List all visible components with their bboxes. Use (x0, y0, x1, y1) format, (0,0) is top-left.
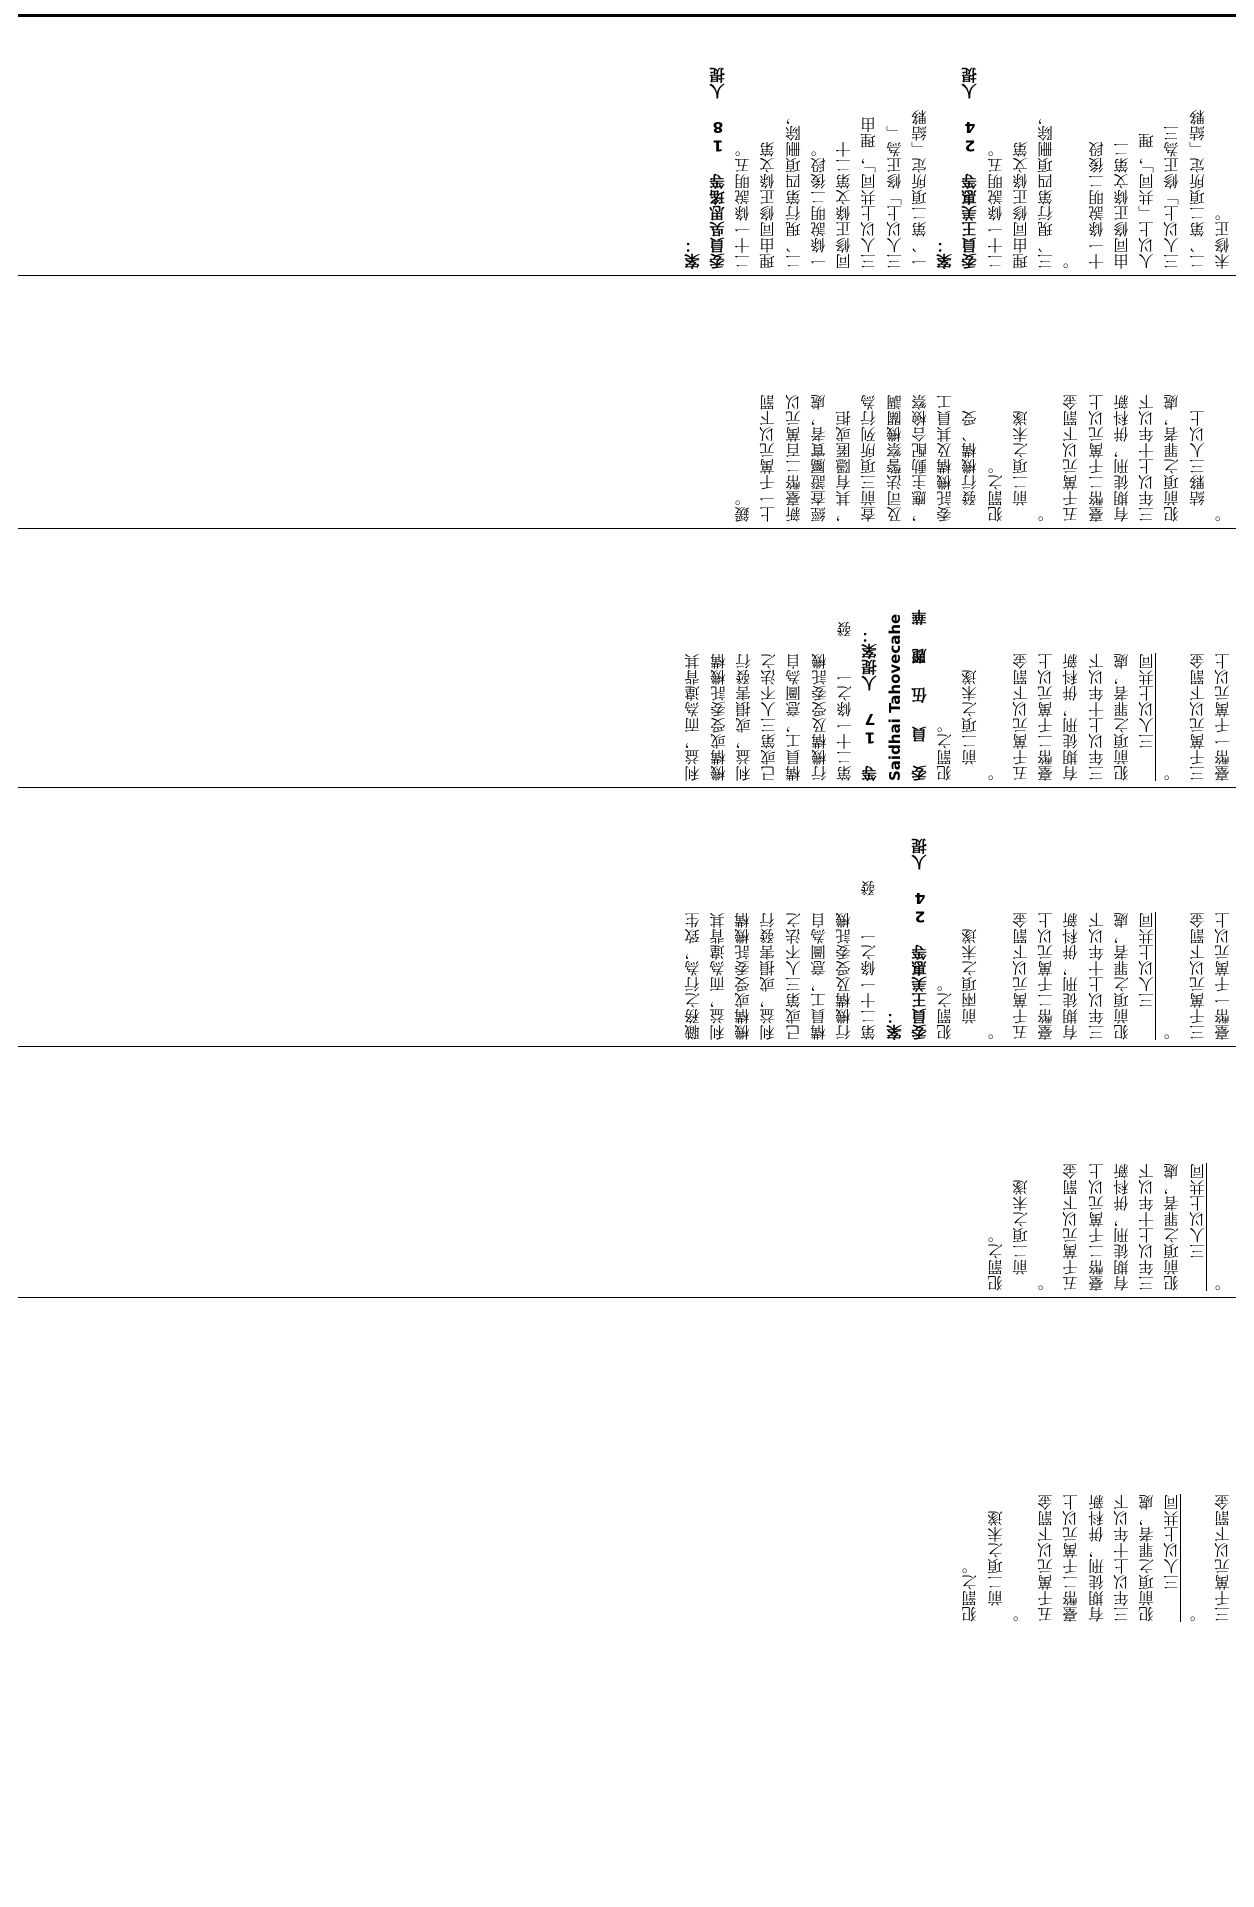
text-line: 前二項之未遂 (986, 1510, 1005, 1622)
text-line: 己或第三人不法之 (760, 653, 778, 781)
text-line: 一條說明二後段。 (809, 141, 828, 269)
text-line: 查前三項所列行為 (860, 394, 879, 522)
text-line: 三千萬元以下罰金 (1213, 1494, 1232, 1622)
text-line: 等 17 人提案： (861, 627, 879, 781)
text-line: 行機構及受委託機 (835, 912, 853, 1040)
text-line: 未修正。 (1213, 205, 1232, 269)
text-line: 三人以上共同 (1138, 912, 1156, 1040)
text-line: 五千萬元以下罰金 (1011, 653, 1030, 781)
text-line: 犯前項之罪者，處 (1112, 912, 1131, 1040)
table-band-2 (18, 276, 1236, 528)
band-5-lines (18, 1047, 1236, 1297)
text-line: 上一千萬元以下罰 (759, 394, 778, 522)
text-line: 犯罰之。 (986, 458, 1005, 522)
text-line: 犯罰之。 (986, 1227, 1005, 1291)
text-line: 理由同修正條文第 (1011, 141, 1030, 269)
text-line: 犯前項之罪者，處 (1112, 653, 1131, 781)
text-line: 有期徒刑，併科新 (1062, 912, 1081, 1040)
text-line: 前二項之未遂 (961, 669, 980, 781)
text-line: 。 (1188, 1606, 1207, 1622)
text-line: 五千萬元以下罰金 (1062, 1163, 1081, 1291)
text-line: 臺幣一千萬元以上 (1213, 912, 1232, 1040)
text-line: 。 (1213, 1275, 1232, 1291)
text-line: 委員王美惠等 24 人提 (961, 67, 980, 269)
text-line: 有期徒刑，併科新 (1087, 1494, 1106, 1622)
text-line: 第二十一條之一 發 (835, 621, 854, 781)
text-line: 有期徒刑，併科新 (1112, 1163, 1131, 1291)
text-line: 委員王美惠等 24 人提 (910, 838, 929, 1040)
text-line: 同修正條文第二十 (835, 141, 853, 269)
text-line: 犯罰之。 (936, 717, 954, 781)
text-line: 犯前項之罪者，處 (1163, 1163, 1182, 1291)
text-line: 新臺幣二百萬元以 (784, 394, 803, 522)
text-line: 。 (1163, 765, 1182, 781)
text-line: ，其有隱匿或拒 (835, 410, 853, 522)
text-line: 。 (1037, 506, 1055, 522)
text-line: 前二項之未遂 (1011, 410, 1030, 522)
band-4-lines (18, 788, 1236, 1046)
text-line: 。 (1062, 253, 1081, 269)
text-line: Saidhai Tahovecahe (886, 613, 905, 781)
band-6-lines (18, 1298, 1236, 1628)
text-line: 三千萬元以下罰金 (1188, 912, 1207, 1040)
text-line: 三千萬元以下罰金 (1188, 653, 1207, 781)
text-line: 五千萬元以下罰金 (1037, 1494, 1055, 1622)
text-line: 臺幣二千萬元以上 (1037, 912, 1055, 1040)
text-line: 臺幣二千萬元以上 (1037, 653, 1055, 781)
text-line: 有期徒刑，併科新 (1112, 394, 1131, 522)
text-line: 犯前項之罪者，處 (1138, 1494, 1156, 1622)
band-4-inner (18, 788, 1236, 1046)
text-line: 十一條說明二後段 (1087, 141, 1106, 269)
text-line: 三人以上」修正為三 (1163, 125, 1182, 269)
table-band-6 (18, 1298, 1236, 1628)
text-line: 三、現行第四項刪除， (1037, 109, 1055, 269)
text-line: 一、第二項所定「結夥 (910, 109, 929, 269)
text-line: 三年以上十年以下 (1087, 653, 1106, 781)
text-line: 五千萬元以下罰金 (1011, 912, 1030, 1040)
band-2-lines (18, 276, 1236, 528)
text-line: 。 (986, 765, 1005, 781)
text-line: 二十一條說明五。 (734, 141, 752, 269)
table-band-3 (18, 529, 1236, 787)
text-line: 。 (1037, 1275, 1055, 1291)
band-3-lines (18, 529, 1236, 787)
table-band-5 (18, 1047, 1236, 1297)
text-line: 三年以上十年以下 (1138, 394, 1156, 522)
text-line: 三人以上共同」，理由 (860, 116, 879, 269)
text-line: 機構或受委託機構 (709, 653, 728, 781)
text-line: 臺幣二千萬元以上 (1087, 1163, 1106, 1291)
text-line: 利益，而為違背其 (708, 912, 727, 1040)
text-line: 犯罰之。 (936, 976, 954, 1040)
text-line: 。 (1163, 1024, 1182, 1040)
text-line: 發行機構、受 (961, 410, 980, 522)
text-line: 五千萬元以下罰金 (1062, 394, 1081, 522)
text-line: 二十一條說明五。 (986, 141, 1005, 269)
band-5-inner (18, 1047, 1236, 1297)
band-3-inner (18, 529, 1236, 787)
band-1-lines (18, 17, 1236, 275)
text-line: 結夥三人以上 (1188, 410, 1207, 522)
text-line: 委員吳思瑤等 18 人提 (708, 67, 727, 269)
text-line: 構員工，意圖為自 (809, 912, 828, 1040)
text-line: 利益，或損害發行 (759, 912, 778, 1040)
text-line: 前二項之未遂 (1011, 1179, 1030, 1291)
text-line: 案： (885, 1008, 904, 1040)
text-line: 。 (1011, 1606, 1030, 1622)
text-line: 由同修正條文第二 (1112, 141, 1131, 269)
text-line: 二、現行第四項刪除， (784, 109, 803, 269)
text-line: 利益，而為違背其 (684, 653, 703, 781)
text-line: 三人以上共同 (1163, 1494, 1182, 1622)
text-line: 構員工，意圖為自 (785, 653, 804, 781)
text-line: 第二十一條之一 發 (860, 880, 879, 1040)
band-6-inner (18, 1298, 1236, 1628)
text-line: 三人以上」修正為「 (885, 125, 904, 269)
text-line: 三年以上十年以下 (1087, 912, 1106, 1040)
text-line: 案： (936, 237, 954, 269)
text-line: 案： (683, 237, 702, 269)
text-line: 臺幣二千萬元以上 (1087, 394, 1106, 522)
text-line: 二、第二項所定「結夥 (1188, 109, 1207, 269)
text-line: 利益，或損害發行 (734, 653, 753, 781)
text-line: 及司法警察機關調 (885, 394, 904, 522)
text-line: 臺幣二千萬元以上 (1062, 1494, 1081, 1622)
text-line: 理由同修正條文第 (759, 141, 778, 269)
text-line: 己或第三人不法之 (784, 912, 803, 1040)
band-2-inner (18, 276, 1236, 528)
text-line: 三人以上共同 (1138, 653, 1156, 781)
table-band-4 (18, 788, 1236, 1046)
text-line: 三人以上共同 (1188, 1163, 1207, 1291)
text-line: 鍰。 (734, 490, 752, 522)
text-line: 委託機構及其員工 (936, 394, 954, 522)
text-line: 犯罰之。 (961, 1558, 980, 1622)
band-1-inner (18, 17, 1236, 275)
text-line: 。 (1213, 506, 1232, 522)
text-line: 三年以上十年以下 (1138, 1163, 1156, 1291)
text-line: 有期徒刑，併科新 (1062, 653, 1081, 781)
text-line: 犯前項之罪者，處 (1163, 394, 1182, 522)
text-line: 前兩項之未遂 (961, 928, 980, 1040)
text-line: 人以上「共同」，理 (1138, 132, 1156, 269)
text-line: 委 員 伍 麗 華 (910, 605, 929, 781)
text-line: 職務之行為，致生 (683, 912, 702, 1040)
text-line: 行機構及受委託機 (810, 653, 829, 781)
text-line: 臺幣一千萬元以上 (1213, 653, 1232, 781)
text-line: 三年以上十年以下 (1112, 1494, 1131, 1622)
text-line: 經查證屬實者，處 (809, 394, 828, 522)
text-line: ，應主動配合檢察 (910, 394, 929, 522)
table-band-1 (18, 17, 1236, 275)
text-line: 。 (986, 1024, 1005, 1040)
text-line: 機構或受委託機構 (734, 912, 752, 1040)
